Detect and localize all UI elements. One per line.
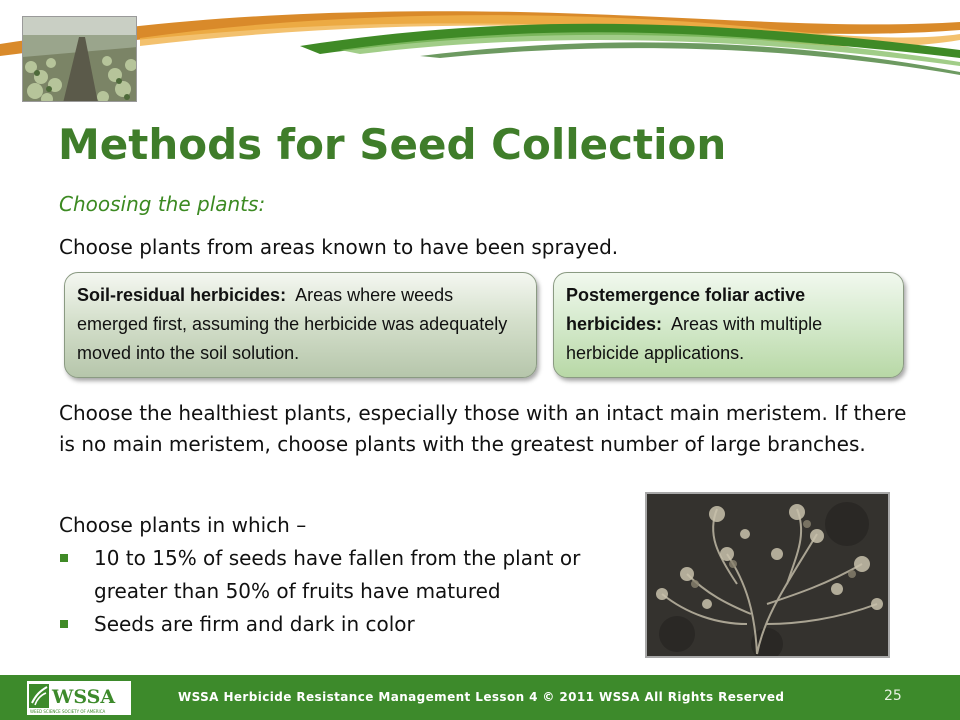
footer-copyright: WSSA Herbicide Resistance Management Lesson 4 © 2011 WSSA All Rights Reserved <box>178 690 785 704</box>
square-bullet-icon <box>60 554 68 562</box>
wssa-logo <box>27 681 131 715</box>
greenhouse-photo <box>22 16 137 102</box>
square-bullet-icon <box>60 620 68 628</box>
callout-text: Areas where weeds emerged first, assuming the herbicide was adequately moved into the soil solution. <box>77 285 508 363</box>
list-item-text: 10 to 15% of seeds have fallen from the plant or greater than 50% of fruits have matured <box>94 546 581 603</box>
header-swoosh-decoration <box>0 0 960 110</box>
page-number: 25 <box>884 688 902 704</box>
slide-subtitle: Choosing the plants: <box>59 192 266 216</box>
mature-weed-plant-photo <box>645 492 890 658</box>
criteria-list <box>59 542 639 641</box>
callout-text: Areas with multiple herbicide applications. <box>566 314 823 363</box>
callout-heading: Soil-residual herbicides: <box>77 285 287 305</box>
logo-subtext: WEED SCIENCE SOCIETY OF AMERICA <box>30 709 106 714</box>
list-item-text: Seeds are firm and dark in color <box>94 612 415 636</box>
list-item <box>59 608 639 641</box>
callout-postemergence <box>553 272 904 378</box>
callout-heading: Postemergence foliar active herbicides: <box>566 285 806 334</box>
logo-text: WSSA <box>52 686 116 708</box>
intro-text: Choose plants from areas known to have been sprayed. <box>59 235 619 259</box>
slide-title: Methods for Seed Collection <box>58 120 727 169</box>
healthiest-plants-paragraph: Choose the healthiest plants, especially those with an intact main meristem. If there is no main meristem, choose plants with the greatest number of large branches. <box>59 401 907 456</box>
list-intro: Choose plants in which – <box>59 513 307 537</box>
callout-soil-residual <box>64 272 537 378</box>
list-item <box>59 542 639 608</box>
